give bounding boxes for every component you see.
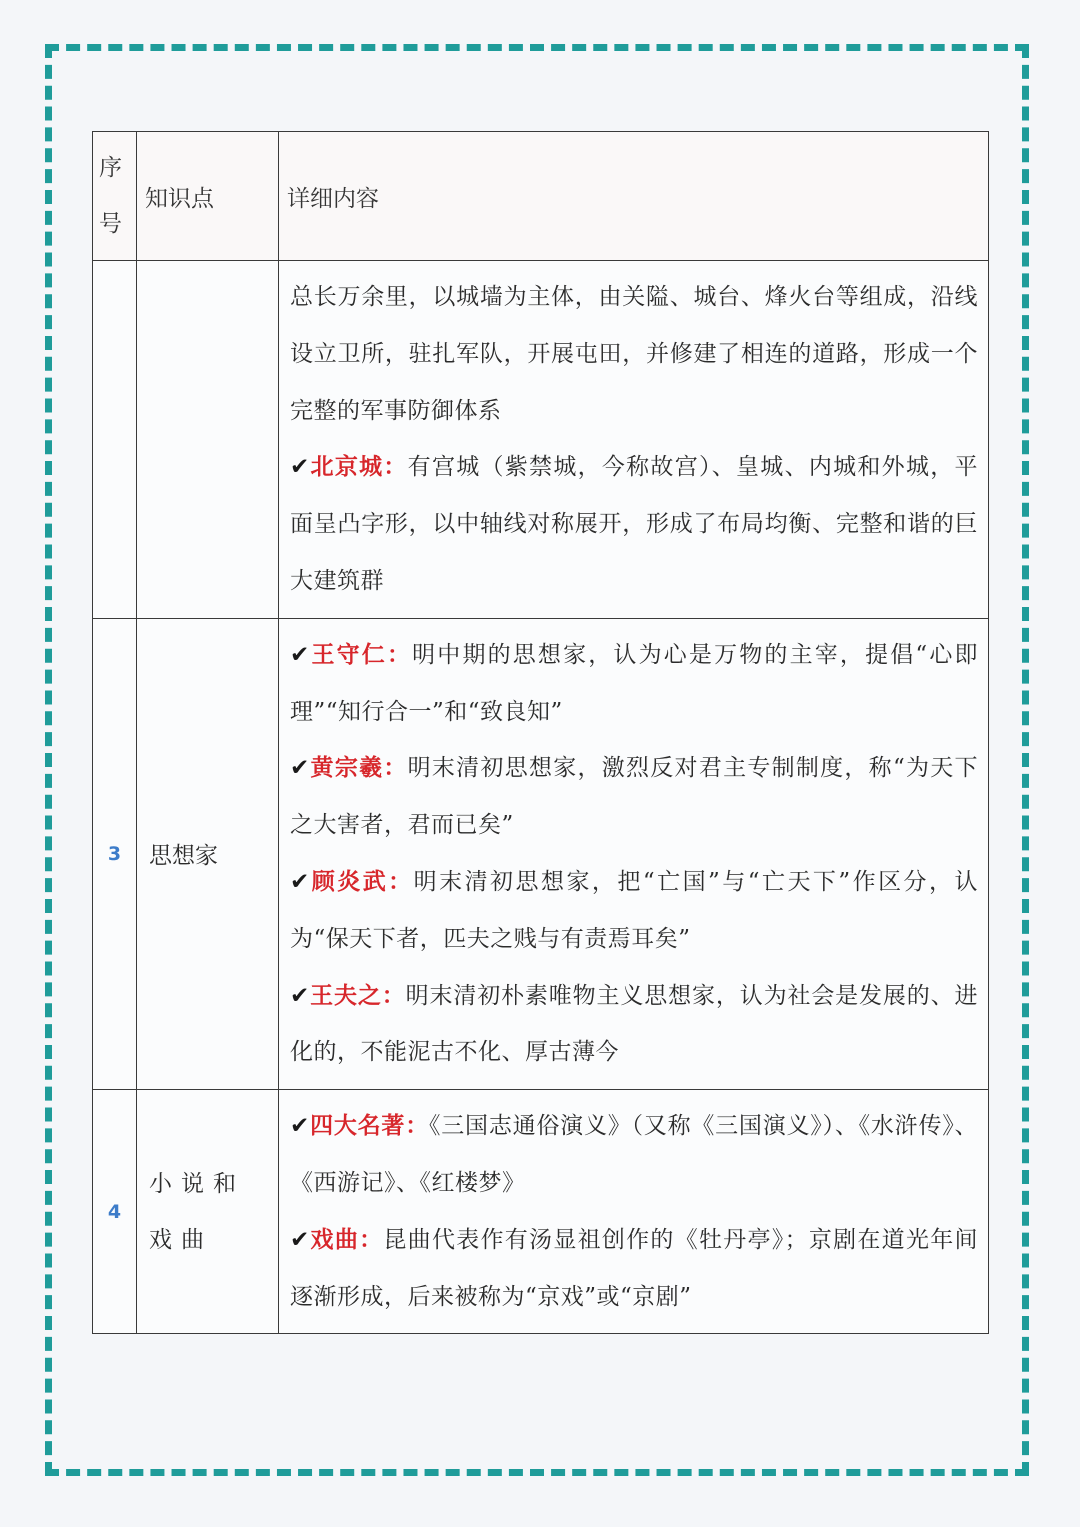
knowledge-table [92, 131, 989, 1334]
keyword: 黄宗羲： [309, 754, 408, 782]
table-row [93, 1090, 989, 1334]
content-paragraph [290, 968, 978, 1082]
keyword: 戏曲： [309, 1225, 384, 1253]
paragraph-text: 明末清初思想家，激烈反对君主专制制度，称“为天下之大害者，君而已矣” [290, 755, 979, 839]
header-seq-char-2: 号 [99, 211, 122, 237]
row-number [93, 261, 137, 619]
content-paragraph [290, 269, 978, 439]
row-knowledge [137, 261, 279, 619]
content-paragraph [290, 627, 978, 741]
row-content [279, 618, 989, 1089]
header-seq [93, 132, 137, 261]
row-content [279, 1090, 989, 1334]
paragraph-text: 明末清初朴素唯物主义思想家，认为社会是发展的、进化的，不能泥古不化、厚古薄今 [290, 982, 979, 1066]
content-paragraph [290, 1098, 978, 1212]
check-icon: ✔ [290, 1226, 310, 1253]
table-row [93, 261, 989, 619]
keyword: 王夫之： [309, 981, 406, 1009]
paragraph-text: 明末清初思想家，把“亡国”与“亡天下”作区分，认为“保天下者，匹夫之贱与有责焉耳矣” [290, 868, 978, 952]
content-paragraph [290, 1212, 978, 1326]
check-icon: ✔ [290, 982, 310, 1009]
table-header-row [93, 132, 989, 261]
check-icon: ✔ [290, 868, 310, 895]
paragraph-text: 昆曲代表作有汤显祖创作的《牡丹亭》；京剧在道光年间逐渐形成，后来被称为“京戏”或“京剧” [290, 1226, 979, 1310]
row-number: 3 [93, 618, 137, 1089]
keyword: 王守仁： [309, 640, 413, 668]
header-detail: 详细内容 [279, 132, 989, 261]
paragraph-text: 总长万余里，以城墙为主体，由关隘、城台、烽火台等组成，沿线设立卫所，驻扎军队，开展屯田，并修建了相连的道路，形成一个完整的军事防御体系 [290, 284, 978, 424]
header-seq-char-1: 序 [99, 155, 122, 181]
content-paragraph [290, 854, 978, 968]
keyword: 顾炎武： [309, 867, 414, 895]
check-icon: ✔ [290, 1113, 310, 1140]
row-number: 4 [93, 1090, 137, 1334]
row-knowledge: 思想家 [137, 618, 279, 1089]
check-icon: ✔ [290, 755, 310, 782]
paragraph-text: 明中期的思想家，认为心是万物的主宰，提倡“心即理”“知行合一”和“致良知” [290, 641, 978, 725]
header-knowledge: 知识点 [137, 132, 279, 261]
row-knowledge: 小说和戏曲 [137, 1090, 279, 1334]
paragraph-text: 《三国志通俗演义》（又称《三国演义》）、《水浒传》、《西游记》、《红楼梦》 [290, 1113, 978, 1196]
keyword: 四大名著： [309, 1112, 429, 1140]
paragraph-text: 有宫城（紫禁城，今称故宫）、皇城、内城和外城，平面呈凸字形，以中轴线对称展开，形成了布局均衡、完整和谐的巨大建筑群 [290, 454, 979, 594]
keyword: 北京城： [309, 453, 408, 481]
check-icon: ✔ [290, 641, 310, 668]
row-content [279, 261, 989, 619]
check-icon: ✔ [290, 454, 310, 481]
content-paragraph [290, 740, 978, 854]
table-row [93, 618, 989, 1089]
content-paragraph [290, 439, 978, 609]
